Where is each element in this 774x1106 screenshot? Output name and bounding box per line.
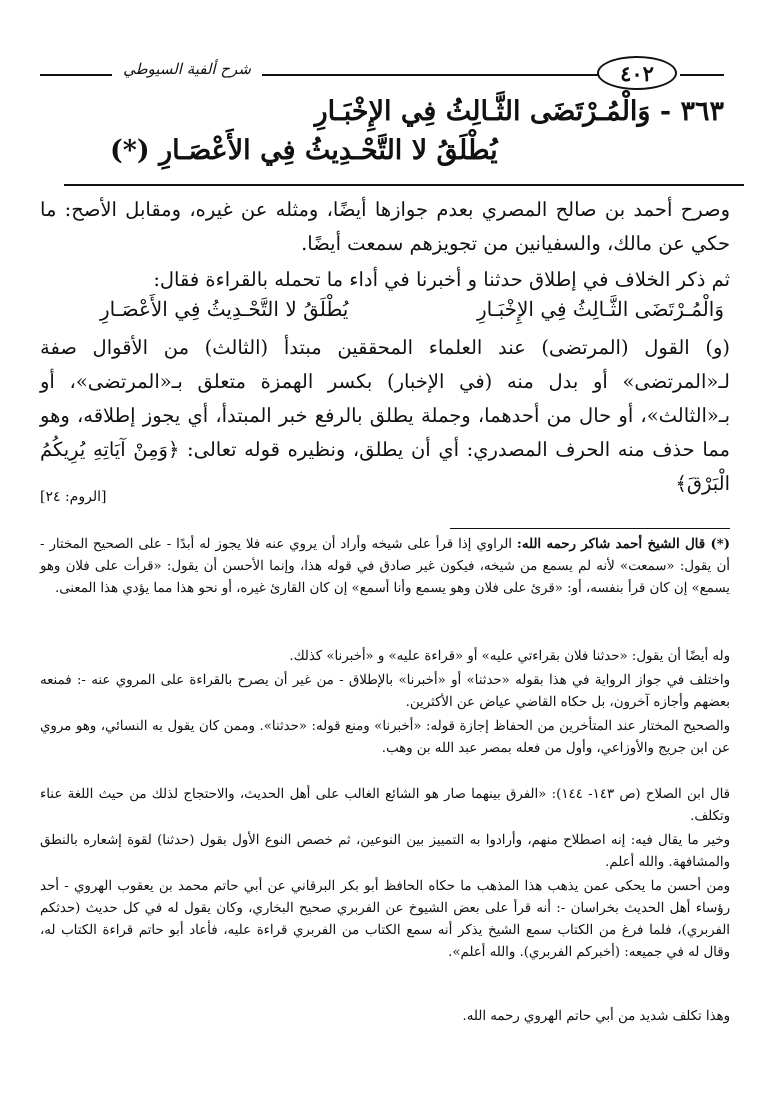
footnote-lead: (*) قال الشيخ أحمد شاكر رحمه الله: [516, 537, 730, 552]
page-number: ٤٠٢ [597, 56, 677, 90]
verse-line-2: يُطْلَقُ لا التَّحْـدِيثُ فِي الأَعْصَـارِ (*) [110, 135, 498, 166]
footnote-paragraph-4: والصحيح المختار عند المتأخرين من الحفاظ إجازة قوله: «أخبرنا» ومنع قوله: «حدثنا». وممن كان يقول به النسائي، وهو مروي عن ابن جريج والأوزاعي، وأول من فعله بمصر عبد الله بن وهب. [40, 719, 730, 756]
footnote-paragraph-1 [40, 534, 730, 600]
body-paragraph-2: ثم ذكر الخلاف في إطلاق حدثنا و أخبرنا في أداء ما تحمله بالقراءة فقال: [153, 268, 730, 291]
footnote-paragraph-7: ومن أحسن ما يحكى عمن يذهب هذا المذهب ما حكاه الحافظ أبو بكر البرقاني عن أبي حاتم محمد بن يعقوب الهروي - أحد رؤساء أهل الحديث بخراسان -: أنه قرأ على بعض الشيوخ عن الفربري صحيح البخاري، وكان يقول له في كل حديث (حدثكم الفربري)، فلما فرغ من الكتاب سمع الشيخ يذكر أنه سمع الكتاب من الفربري قراءة عليه، فأعاد أبو حاتم قراءة الكتاب له، وقال له في جميعه: (أخبركم الفربري). والله أعلم». [40, 879, 730, 960]
footnote-text-1: الراوي إذا قرأ على شيخه وأراد أن يروي عنه فلا يجوز له أبدًا - على الصحيح المختار - أن يقول: «سمعت» لأنه لم يسمع من شيخه، فيكون غير صادق في قوله هذا، وإنما الأحسن أن يقول: «قرأت على فلان وهو يسمع» إن كان قرأ بنفسه، أو: «قرئ على فلان وهو يسمع وأنا أسمع» إن كان القارئ غيره، أو نحو هذا مما يؤدي هذا المعنى. [40, 537, 730, 596]
quran-reference: [الروم: ٢٤] [40, 489, 107, 505]
verse-line-1: ٣٦٣ - وَالْمُـرْتَضَى الثَّـالِثُ فِي الإِخْبَـارِ [314, 96, 724, 127]
footnote-paragraph-8: وهذا تكلف شديد من أبي حاتم الهروي رحمه الله. [462, 1009, 730, 1024]
quoted-verse-right: وَالْمُـرْتَضَى الثَّـالِثُ فِي الإِخْبَـارِ [477, 297, 724, 321]
body-paragraph-1: وصرح أحمد بن صالح المصري بعدم جوازها أيضًا، ومثله عن غيره، ومقابل الأصح: ما حكي عن مالك، والسفيانين من تجويزهم سمعت أيضًا. [40, 198, 730, 255]
running-title: شرح ألفية السيوطي [112, 60, 262, 86]
footnote-paragraph-5: قال ابن الصلاح (ص ١٤٣- ١٤٤): «الفرق بينهما صار هو الشائع الغالب على أهل الحديث، والاحتجاج لذلك من حيث اللغة عناء وتكلف. [40, 787, 730, 824]
footnote-paragraph-2: وله أيضًا أن يقول: «حدثنا فلان بقراءتي عليه» أو «قراءة عليه» و «أخبرنا» كذلك. [289, 649, 730, 664]
verse-divider [64, 184, 744, 186]
footnote-paragraph-3: واختلف في جواز الرواية في هذا بقوله «حدثنا» أو «أخبرنا» بالإطلاق - من غير أن يصرح بالقراءة على المروي عنه -: فمنعه بعضهم وأجازه آخرون، بل حكاه القاضي عياض عن الأكثرين. [40, 673, 730, 710]
footnote-paragraph-6: وخير ما يقال فيه: إنه اصطلاح منهم، وأرادوا به التمييز بين النوعين، ثم خصص النوع الأول بقول (حدثنا) لقوة إشعاره بالنطق والمشافهة. والله أعلم. [40, 833, 730, 870]
footnote-rule [450, 528, 730, 529]
header-rule-right [680, 74, 724, 76]
body-paragraph-3: (و) القول (المرتضى) عند العلماء المحققين مبتدأ (الثالث) من الأقوال صفة لـ«المرتضى» أو بدل منه (في الإخبار) بكسر الهمزة متعلق بـ«المرتضى»، أو بـ«الثالث»، أو حال من أحدهما، وجملة يطلق بالرفع خبر المبتدأ، أي يجوز إطلاقه، وهو مما حذف منه الحرف المصدري: أي أن يطلق، ونظيره قوله تعالى: ﴿وَمِنْ آيَاتِهِ يُرِيكُمُ الْبَرْقَ﴾ [40, 336, 730, 495]
quoted-verse-left: يُطْلَقُ لا التَّحْـدِيثُ فِي الأَعْصَـارِ [100, 297, 349, 321]
